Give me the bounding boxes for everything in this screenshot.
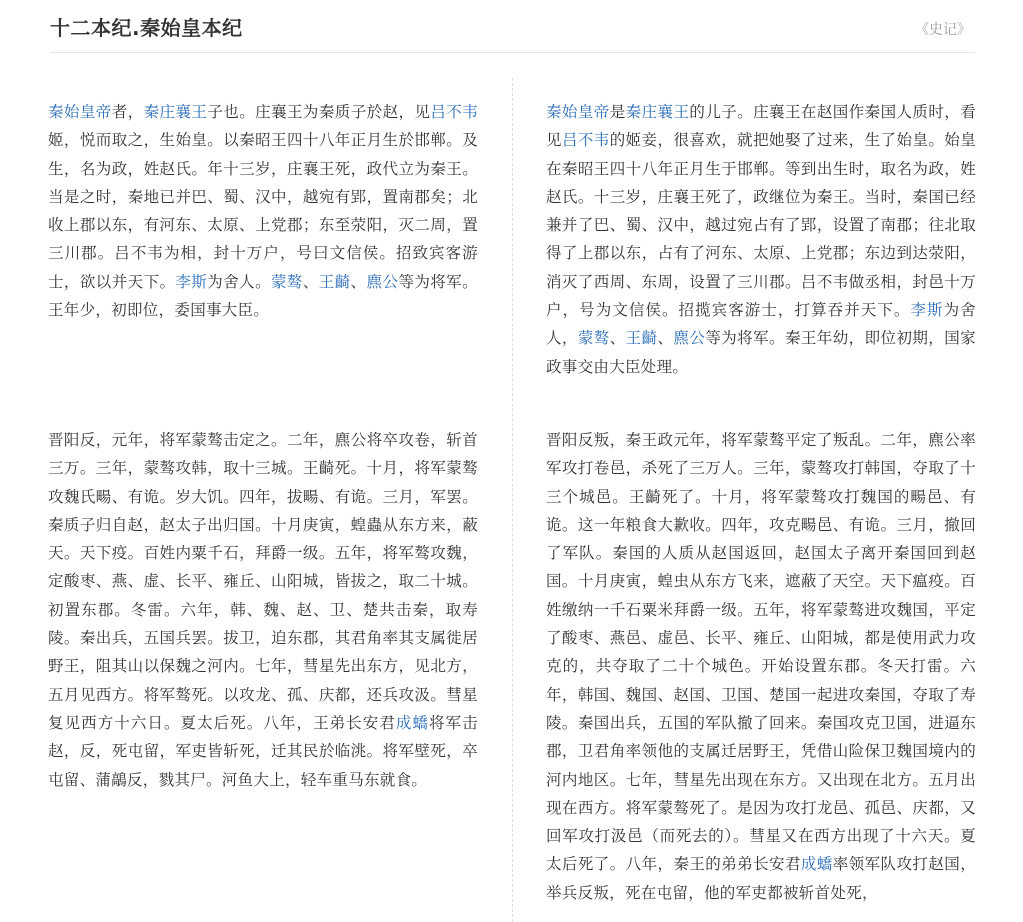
article-header <box>50 0 975 53</box>
original-text-2 <box>48 426 478 794</box>
text-run: 等为将军。秦王年幼，即位初期，国家政事交由大臣处理。 <box>546 329 976 376</box>
person-link[interactable]: 蒙骜 <box>271 272 303 291</box>
person-link[interactable]: 秦始皇帝 <box>48 103 112 121</box>
text-run: 子也。庄襄王为秦质子於赵，见 <box>207 103 431 121</box>
column-divider <box>512 78 513 922</box>
person-link[interactable]: 王齮 <box>318 272 351 291</box>
paragraph <box>546 98 976 381</box>
text-run: 、 <box>609 329 626 348</box>
text-run: 晋阳反，元年，将军蒙骜击定之。二年，麃公将卒攻卷，斩首三万。三年，蒙骜攻韩，取十三城。王齮死。十月，将军蒙骜攻魏氏畼、有诡。岁大饥。四年，拔畼、有诡。三月，军罢。秦质子归自赵，赵太子出归国。十月庚寅，蝗蟲从东方来，蔽天。天下疫。百姓内粟千石，拜爵一级。五年，将军骜攻魏，定酸枣、燕、虚、长平、雍丘、山阳城，皆拔之，取二十城。初置东郡。冬雷。六年，韩、魏、赵、卫、楚共击秦，取寿陵。秦出兵，五国兵罢。拔卫，迫东郡，其君角率其支属徙居野王，阻其山以保魏之河内。七年，彗星先出东方，见北方，五月见西方。将军骜死。以攻龙、孤、庆都，还兵攻汲。彗星复见西方十六日。夏太后死。八年，王弟长安君 <box>48 431 478 732</box>
page-title: 十二本纪.秦始皇本纪 <box>50 16 243 40</box>
paragraph <box>546 426 976 907</box>
person-link[interactable]: 蒙骜 <box>577 329 610 348</box>
person-link[interactable]: 秦庄襄王 <box>143 103 208 121</box>
text-run: 姬，悦而取之，生始皇。以秦昭王四十八年正月生於邯郸。及生，名为政，姓赵氏。年十三岁，庄襄王死，政代立为秦王。当是之时，秦地已并巴、蜀、汉中，越宛有郢，置南郡矣；北收上郡以东，有河东、太原、上党郡；东至荥阳，灭二周，置三川郡。吕不韦为相，封十万户，号曰文信侯。招致宾客游士，欲以并天下。 <box>48 131 478 291</box>
person-link[interactable]: 麃公 <box>673 329 706 348</box>
text-run: 是 <box>609 103 626 121</box>
text-run: 者， <box>111 103 144 121</box>
original-text-1 <box>48 98 478 324</box>
text-run: 、 <box>302 272 319 291</box>
text-run: 的儿子。庄襄王在赵国作秦国人质时，看见 <box>546 103 977 150</box>
person-link[interactable]: 麃公 <box>366 272 399 291</box>
text-run: 等为将军。王年少，初即位，委国事大臣。 <box>48 272 478 320</box>
person-link[interactable]: 吕不韦 <box>561 131 610 150</box>
person-link[interactable]: 李斯 <box>910 301 944 320</box>
text-run: 、 <box>657 329 674 348</box>
translation-text-1 <box>546 98 976 381</box>
person-link[interactable]: 秦始皇帝 <box>546 103 610 121</box>
person-link[interactable]: 成蟜 <box>395 713 430 732</box>
text-run: 率领军队攻打赵国，举兵反叛，死在屯留，他的军吏都被斩首处死， <box>546 855 977 902</box>
text-run: 为舍人， <box>546 301 976 348</box>
person-link[interactable]: 吕不韦 <box>430 103 479 121</box>
person-link[interactable]: 李斯 <box>175 272 208 291</box>
text-run: 将军击赵，反，死屯留，军吏皆斩死，迁其民於临洮。将军壁死，卒屯留、蒲鶮反，戮其尸。河鱼大上，轻车重马东就食。 <box>48 713 478 789</box>
text-run: 的姬妾，很喜欢，就把她娶了过来，生了始皇。始皇在秦昭王四十八年正月生于邯郸。等到出生时，取名为政，姓赵氏。十三岁，庄襄王死了，政继位为秦王。当时，秦国已经兼并了巴、蜀、汉中，越过宛占有了郢，设置了南郡；往北取得了上郡以东，占有了河东、太原、上党郡；东边到达荥阳，消灭了西周、东周，设置了三川郡。吕不韦做丞相，封邑十万户，号为文信侯。招揽宾客游士，打算吞并天下。 <box>546 131 976 320</box>
person-link[interactable]: 成蟜 <box>800 855 833 874</box>
paragraph <box>48 98 478 324</box>
translation-text-2 <box>546 426 976 907</box>
person-link[interactable]: 王齮 <box>625 329 658 348</box>
paragraph <box>48 426 478 794</box>
source-link[interactable]: 《史记》 <box>915 22 971 38</box>
text-run: 晋阳反叛，秦王政元年，将军蒙骜平定了叛乱。二年，麃公率军攻打卷邑，杀死了三万人。三年，蒙骜攻打韩国，夺取了十三个城邑。王齮死了。十月，将军蒙骜攻打魏国的畼邑、有诡。这一年粮食大歉收。四年，攻克畼邑、有诡。三月，撤回了军队。秦国的人质从赵国返回，赵国太子离开秦国回到赵国。十月庚寅，蝗虫从东方飞来，遮蔽了天空。天下瘟疫。百姓缴纳一千石粟米拜爵一级。五年，将军蒙骜进攻魏国，平定了酸枣、燕邑、虚邑、长平、雍丘、山阳城，都是使用武力攻克的，共夺取了二十个城色。开始设置东郡。冬天打雷。六年，韩国、魏国、赵国、卫国、楚国一起进攻秦国，夺取了寿陵。秦国出兵，五国的军队撤了回来。秦国攻克卫国，进逼东郡，卫君角率领他的支属迁居野王，凭借山险保卫魏国境内的河内地区。七年，彗星先出现在东方。又出现在北方。五月出现在西方。将军蒙骜死了。是因为攻打龙邑、孤邑、庆都，又回军攻打汲邑（而死去的）。彗星又在西方出现了十六天。夏太后死了。八年，秦王的弟弟长安君 <box>546 431 976 874</box>
text-run: 为舍人。 <box>207 272 271 291</box>
person-link[interactable]: 秦庄襄王 <box>625 103 690 121</box>
text-run: 、 <box>350 272 367 291</box>
